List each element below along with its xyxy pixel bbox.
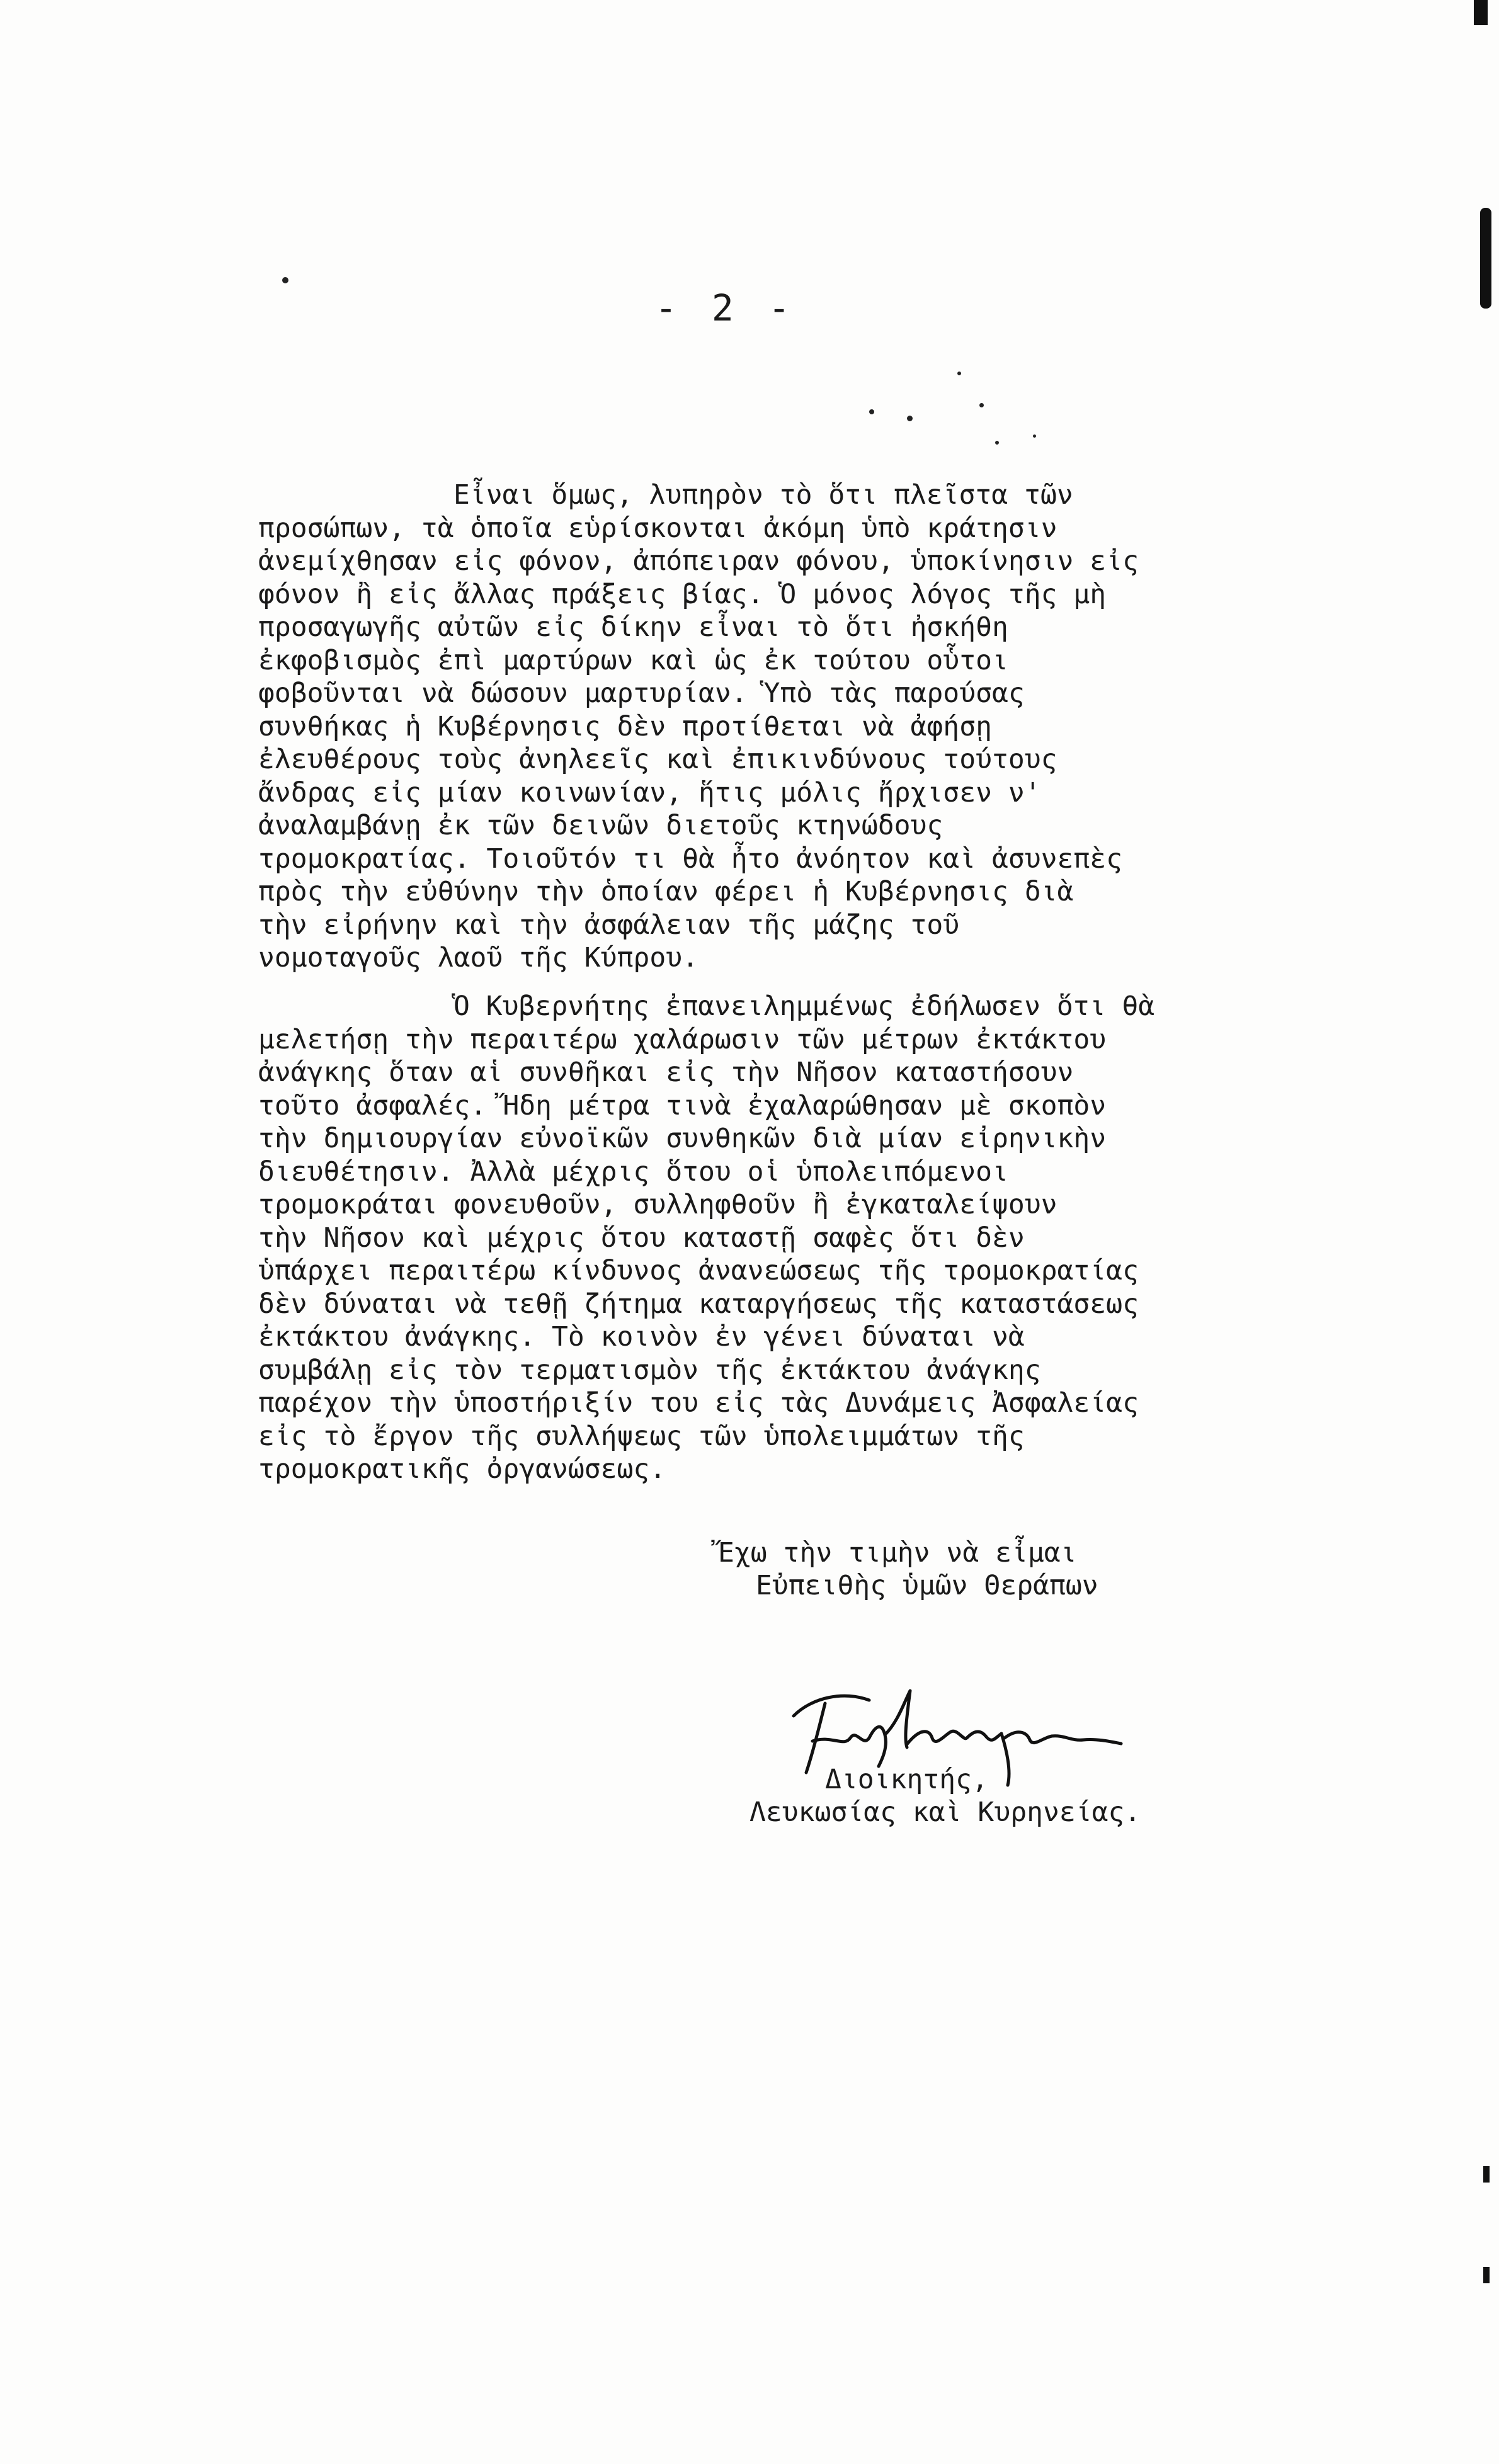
- text-line: μελετήσῃ τὴν περαιτέρω χαλάρωσιν τῶν μέτρων ἐκτάκτου: [258, 1023, 1107, 1055]
- text-line: ὑπάρχει περαιτέρω κίνδυνος ἀνανεώσεως τῆς τρομοκρατίας: [258, 1255, 1139, 1286]
- text-line: τρομοκρατικῆς ὀργανώσεως.: [258, 1453, 666, 1485]
- text-line: τὴν δημιουργίαν εὐνοϊκῶν συνθηκῶν διὰ μίαν εἰρηνικὴν: [258, 1123, 1107, 1154]
- page-number: - 2 -: [655, 287, 797, 329]
- text-line: τὴν Νῆσον καὶ μέχρις ὅτου καταστῇ σαφὲς ὅτι δὲν: [258, 1222, 1025, 1254]
- text-line: Εἶναι ὅμως, λυπηρὸν τὸ ὅτι πλεῖστα τῶν: [453, 479, 1073, 511]
- text-line: φόνον ἢ εἰς ἄλλας πράξεις βίας. Ὁ μόνος λόγος τῆς μὴ: [258, 578, 1107, 610]
- text-line: εἰς τὸ ἔργον τῆς συλλήψεως τῶν ὑπολειμμάτων τῆς: [258, 1420, 1025, 1452]
- text-line: νομοταγοῦς λαοῦ τῆς Κύπρου.: [258, 942, 698, 974]
- closing-line: Εὐπειθὴς ὑμῶν Θεράπων: [756, 1570, 1098, 1601]
- text-line: ἄνδρας εἰς μίαν κοινωνίαν, ἥτις μόλις ἤρχισεν ν': [258, 776, 1041, 809]
- paragraph-2: [258, 990, 1291, 1486]
- complimentary-close: [718, 1536, 1098, 1602]
- text-line: δὲν δύναται νὰ τεθῇ ζήτημα καταργήσεως τῆς καταστάσεως: [258, 1288, 1139, 1320]
- text-line: συμβάλῃ εἰς τὸν τερματισμὸν τῆς ἐκτάκτου ἀνάγκης: [258, 1354, 1041, 1386]
- signature-block: [750, 1763, 1141, 1829]
- scan-speck: [979, 403, 984, 407]
- text-line: παρέχον τὴν ὑποστήριξίν του εἰς τὰς Δυνάμεις Ἀσφαλείας: [258, 1387, 1139, 1419]
- text-line: προσαγωγῆς αὐτῶν εἰς δίκην εἶναι τὸ ὅτι ἠσκήθη: [258, 611, 1008, 643]
- text-line: τρομοκράται φονευθοῦν, συλληφθοῦν ἢ ἐγκαταλείψουν: [258, 1189, 1057, 1220]
- text-line: φοβοῦνται νὰ δώσουν μαρτυρίαν. Ὑπὸ τὰς παρούσας: [258, 678, 1025, 709]
- scan-speck: [869, 409, 874, 414]
- scan-edge-mark: [1483, 2166, 1490, 2183]
- scan-speck: [995, 441, 999, 445]
- closing-line: Ἔχω τὴν τιμὴν νὰ εἶμαι: [718, 1537, 1077, 1569]
- scan-speck: [957, 372, 961, 375]
- scan-speck: [907, 416, 913, 421]
- scan-speck: [1033, 434, 1036, 438]
- scan-edge-mark: [1483, 2267, 1490, 2283]
- scan-edge-mark: [1480, 208, 1491, 309]
- text-line: διευθέτησιν. Ἀλλὰ μέχρις ὅτου οἱ ὑπολειπόμενοι: [258, 1155, 1008, 1188]
- text-line: ἀναλαμβάνῃ ἐκ τῶν δεινῶν διετοῦς κτηνώδους: [258, 810, 943, 841]
- signoff-title: Διοικητής,: [825, 1764, 988, 1795]
- text-line: Ὁ Κυβερνήτης ἐπανειλημμένως ἐδήλωσεν ὅτι θὰ: [453, 991, 1155, 1022]
- paragraph-1: [258, 479, 1291, 975]
- text-line: τρομοκρατίας. Τοιοῦτόν τι θὰ ἦτο ἀνόητον καὶ ἀσυνεπὲς: [258, 843, 1123, 875]
- text-line: συνθήκας ἡ Κυβέρνησις δὲν προτίθεται νὰ ἀφήσῃ: [258, 710, 992, 742]
- signoff-title: Λευκωσίας καὶ Κυρηνείας.: [750, 1797, 1141, 1828]
- text-line: ἀνεμίχθησαν εἰς φόνον, ἀπόπειραν φόνου, ὑποκίνησιν εἰς: [258, 545, 1139, 577]
- text-line: ἐκφοβισμὸς ἐπὶ μαρτύρων καὶ ὡς ἐκ τούτου οὗτοι: [258, 644, 1008, 676]
- text-line: τοῦτο ἀσφαλές. Ἤδη μέτρα τινὰ ἐχαλαρώθησαν μὲ σκοπὸν: [258, 1089, 1107, 1121]
- text-line: πρὸς τὴν εὐθύνην τὴν ὁποίαν φέρει ἡ Κυβέρνησις διὰ: [258, 876, 1074, 907]
- text-line: ἐκτάκτου ἀνάγκης. Τὸ κοινὸν ἐν γένει δύναται νὰ: [258, 1321, 1025, 1353]
- scan-edge-mark: [1474, 0, 1488, 25]
- text-line: ἀνάγκης ὅταν αἱ συνθῆκαι εἰς τὴν Νῆσον καταστήσουν: [258, 1057, 1074, 1088]
- text-line: τὴν εἰρήνην καὶ τὴν ἀσφάλειαν τῆς μάζης τοῦ: [258, 909, 960, 941]
- text-line: προσώπων, τὰ ὁποῖα εὑρίσκονται ἀκόμη ὑπὸ κράτησιν: [258, 512, 1057, 544]
- scan-speck: [282, 277, 288, 283]
- text-line: ἐλευθέρους τοὺς ἀνηλεεῖς καὶ ἐπικινδύνους τούτους: [258, 744, 1057, 775]
